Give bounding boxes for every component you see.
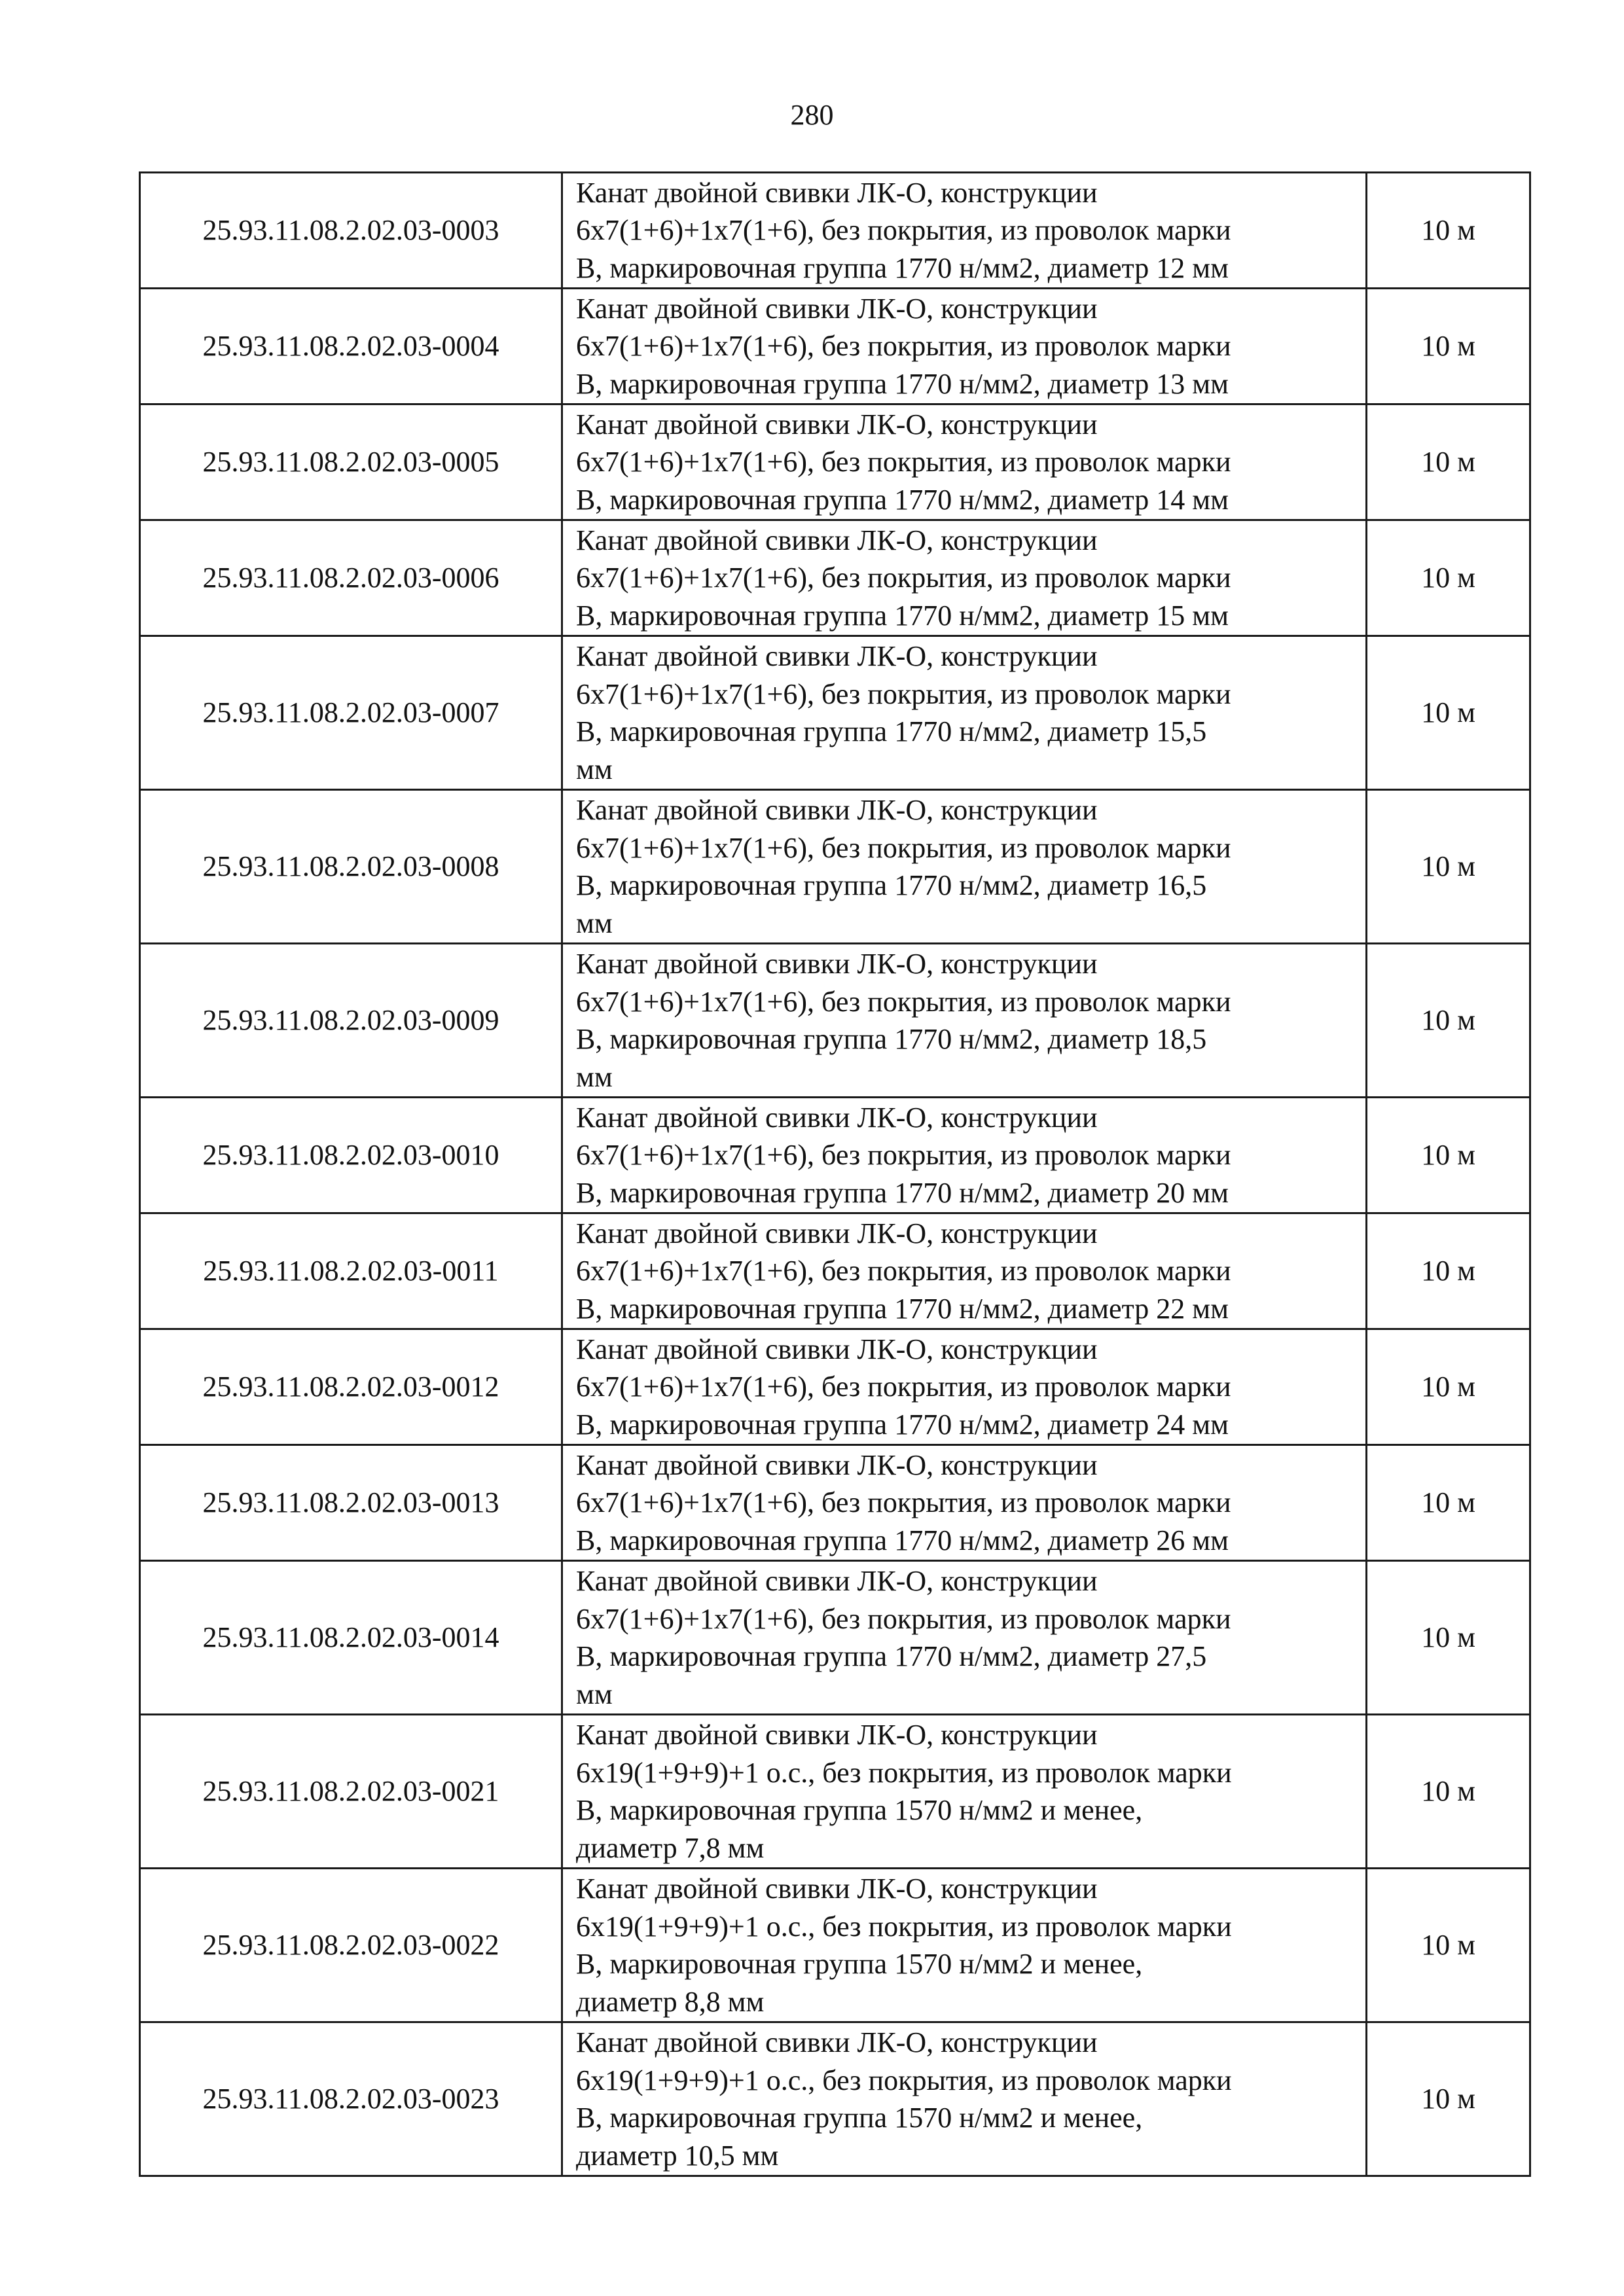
resource-code: 25.93.11.08.2.02.03-0014 — [140, 1561, 562, 1715]
page-number: 280 — [790, 99, 834, 131]
table-row — [140, 1445, 1530, 1561]
resource-description: Канат двойной свивки ЛК-О, конструкции 6х7(1+6)+1х7(1+6), без покрытия, из проволок марки В, маркировочная группа 1770 н/мм2, диаметр 16,5 мм — [562, 790, 1367, 944]
measurement-unit: 10 м — [1367, 944, 1530, 1098]
resource-description: Канат двойной свивки ЛК-О, конструкции 6х7(1+6)+1х7(1+6), без покрытия, из проволок марки В, маркировочная группа 1770 н/мм2, диаметр 15,5 мм — [562, 636, 1367, 790]
resource-code: 25.93.11.08.2.02.03-0007 — [140, 636, 562, 790]
resource-description: Канат двойной свивки ЛК-О, конструкции 6х7(1+6)+1х7(1+6), без покрытия, из проволок марки В, маркировочная группа 1770 н/мм2, диаметр 26 мм — [562, 1445, 1367, 1561]
measurement-unit: 10 м — [1367, 520, 1530, 636]
measurement-unit: 10 м — [1367, 404, 1530, 520]
resource-description: Канат двойной свивки ЛК-О, конструкции 6х7(1+6)+1х7(1+6), без покрытия, из проволок марки В, маркировочная группа 1770 н/мм2, диаметр 24 мм — [562, 1329, 1367, 1445]
table-row — [140, 1561, 1530, 1715]
measurement-unit: 10 м — [1367, 1329, 1530, 1445]
table-row — [140, 790, 1530, 944]
table-row — [140, 173, 1530, 289]
resource-description: Канат двойной свивки ЛК-О, конструкции 6х7(1+6)+1х7(1+6), без покрытия, из проволок марки В, маркировочная группа 1770 н/мм2, диаметр 27,5 мм — [562, 1561, 1367, 1715]
measurement-unit: 10 м — [1367, 636, 1530, 790]
measurement-unit: 10 м — [1367, 1445, 1530, 1561]
measurement-unit: 10 м — [1367, 1561, 1530, 1715]
resource-description: Канат двойной свивки ЛК-О, конструкции 6х7(1+6)+1х7(1+6), без покрытия, из проволок марки В, маркировочная группа 1770 н/мм2, диаметр 15 мм — [562, 520, 1367, 636]
measurement-unit: 10 м — [1367, 1213, 1530, 1329]
measurement-unit: 10 м — [1367, 1098, 1530, 1213]
resource-code: 25.93.11.08.2.02.03-0004 — [140, 289, 562, 404]
measurement-unit: 10 м — [1367, 289, 1530, 404]
resource-code: 25.93.11.08.2.02.03-0005 — [140, 404, 562, 520]
resource-code: 25.93.11.08.2.02.03-0010 — [140, 1098, 562, 1213]
resource-description: Канат двойной свивки ЛК-О, конструкции 6х7(1+6)+1х7(1+6), без покрытия, из проволок марки В, маркировочная группа 1770 н/мм2, диаметр 12 мм — [562, 173, 1367, 289]
resource-description: Канат двойной свивки ЛК-О, конструкции 6х7(1+6)+1х7(1+6), без покрытия, из проволок марки В, маркировочная группа 1770 н/мм2, диаметр 13 мм — [562, 289, 1367, 404]
resource-description: Канат двойной свивки ЛК-О, конструкции 6х19(1+9+9)+1 о.с., без покрытия, из проволок марки В, маркировочная группа 1570 н/мм2 и менее, диаметр 8,8 мм — [562, 1869, 1367, 2022]
table-row — [140, 520, 1530, 636]
resource-code: 25.93.11.08.2.02.03-0003 — [140, 173, 562, 289]
table-row — [140, 1715, 1530, 1869]
table-row — [140, 944, 1530, 1098]
resource-table — [139, 171, 1531, 2177]
resource-code: 25.93.11.08.2.02.03-0023 — [140, 2022, 562, 2176]
resource-description: Канат двойной свивки ЛК-О, конструкции 6х19(1+9+9)+1 о.с., без покрытия, из проволок марки В, маркировочная группа 1570 н/мм2 и менее, диаметр 10,5 мм — [562, 2022, 1367, 2176]
resource-code: 25.93.11.08.2.02.03-0021 — [140, 1715, 562, 1869]
table-row — [140, 1329, 1530, 1445]
resource-description: Канат двойной свивки ЛК-О, конструкции 6х7(1+6)+1х7(1+6), без покрытия, из проволок марки В, маркировочная группа 1770 н/мм2, диаметр 20 мм — [562, 1098, 1367, 1213]
resource-code: 25.93.11.08.2.02.03-0008 — [140, 790, 562, 944]
table-row — [140, 289, 1530, 404]
measurement-unit: 10 м — [1367, 1869, 1530, 2022]
resource-description: Канат двойной свивки ЛК-О, конструкции 6х7(1+6)+1х7(1+6), без покрытия, из проволок марки В, маркировочная группа 1770 н/мм2, диаметр 22 мм — [562, 1213, 1367, 1329]
resource-code: 25.93.11.08.2.02.03-0012 — [140, 1329, 562, 1445]
measurement-unit: 10 м — [1367, 1715, 1530, 1869]
table-row — [140, 1213, 1530, 1329]
resource-code: 25.93.11.08.2.02.03-0006 — [140, 520, 562, 636]
measurement-unit: 10 м — [1367, 790, 1530, 944]
table-row — [140, 636, 1530, 790]
resource-code: 25.93.11.08.2.02.03-0011 — [140, 1213, 562, 1329]
table-row — [140, 1098, 1530, 1213]
resource-code: 25.93.11.08.2.02.03-0009 — [140, 944, 562, 1098]
resource-description: Канат двойной свивки ЛК-О, конструкции 6х7(1+6)+1х7(1+6), без покрытия, из проволок марки В, маркировочная группа 1770 н/мм2, диаметр 14 мм — [562, 404, 1367, 520]
resource-code: 25.93.11.08.2.02.03-0022 — [140, 1869, 562, 2022]
resource-description: Канат двойной свивки ЛК-О, конструкции 6х19(1+9+9)+1 о.с., без покрытия, из проволок марки В, маркировочная группа 1570 н/мм2 и менее, диаметр 7,8 мм — [562, 1715, 1367, 1869]
table-row — [140, 404, 1530, 520]
table-row — [140, 1869, 1530, 2022]
resource-description: Канат двойной свивки ЛК-О, конструкции 6х7(1+6)+1х7(1+6), без покрытия, из проволок марки В, маркировочная группа 1770 н/мм2, диаметр 18,5 мм — [562, 944, 1367, 1098]
measurement-unit: 10 м — [1367, 173, 1530, 289]
resource-code: 25.93.11.08.2.02.03-0013 — [140, 1445, 562, 1561]
measurement-unit: 10 м — [1367, 2022, 1530, 2176]
table-row — [140, 2022, 1530, 2176]
